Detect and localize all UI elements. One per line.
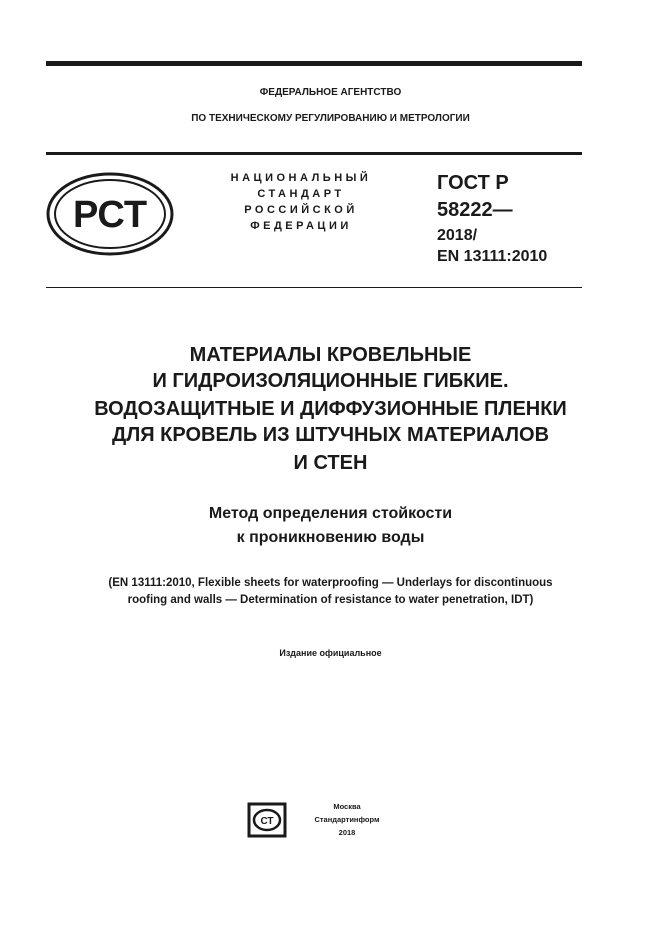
publisher-city: Москва <box>333 802 361 811</box>
svg-text:СТ: СТ <box>260 816 274 827</box>
standard-label-line3: РОССИЙСКОЙ <box>244 204 358 216</box>
subtitle-line2: к проникновению воды <box>236 529 425 546</box>
standard-label-line2: СТАНДАРТ <box>257 188 345 200</box>
document-title-line4: ДЛЯ КРОВЕЛЬ ИЗ ШТУЧНЫХ МАТЕРИАЛОВ <box>111 424 550 446</box>
header-rule <box>46 152 582 155</box>
document-title-line3: ВОДОЗАЩИТНЫЕ И ДИФФУЗИОННЫЕ ПЛЕНКИ <box>94 398 567 420</box>
standard-label-line1: НАЦИОНАЛЬНЫЙ <box>230 172 372 184</box>
svg-text:РСТ: РСТ <box>72 194 148 236</box>
publisher-logo <box>247 802 287 838</box>
gost-code-line2: 58222— <box>437 199 513 221</box>
standard-label-line4: ФЕДЕРАЦИИ <box>250 220 352 232</box>
edition-note: Издание официальное <box>279 648 382 658</box>
gost-code-line4: EN 13111:2010 <box>437 248 548 265</box>
gost-r-logo <box>46 172 174 256</box>
agency-name-line2: ПО ТЕХНИЧЕСКОМУ РЕГУЛИРОВАНИЮ И МЕТРОЛОГИИ <box>191 113 470 124</box>
divider-rule <box>46 287 582 288</box>
top-rule <box>46 61 582 66</box>
english-title-line2: roofing and walls — Determination of resistance to water penetration, IDT) <box>127 594 534 606</box>
subtitle-line1: Метод определения стойкости <box>208 505 453 522</box>
gost-code-line1: ГОСТ Р <box>437 172 509 194</box>
document-title-line1: МАТЕРИАЛЫ КРОВЕЛЬНЫЕ <box>189 344 472 366</box>
gost-code-line3: 2018/ <box>437 227 478 244</box>
english-title-line1: (EN 13111:2010, Flexible sheets for waterproofing — Underlays for discontinuous <box>108 577 553 589</box>
document-title-line2: И ГИДРОИЗОЛЯЦИОННЫЕ ГИБКИЕ. <box>152 370 509 392</box>
publisher-name: Стандартинформ <box>314 815 380 824</box>
agency-name-line1: ФЕДЕРАЛЬНОЕ АГЕНТСТВО <box>259 87 402 98</box>
document-title-line5: И СТЕН <box>293 452 368 474</box>
publisher-year: 2018 <box>338 828 356 837</box>
